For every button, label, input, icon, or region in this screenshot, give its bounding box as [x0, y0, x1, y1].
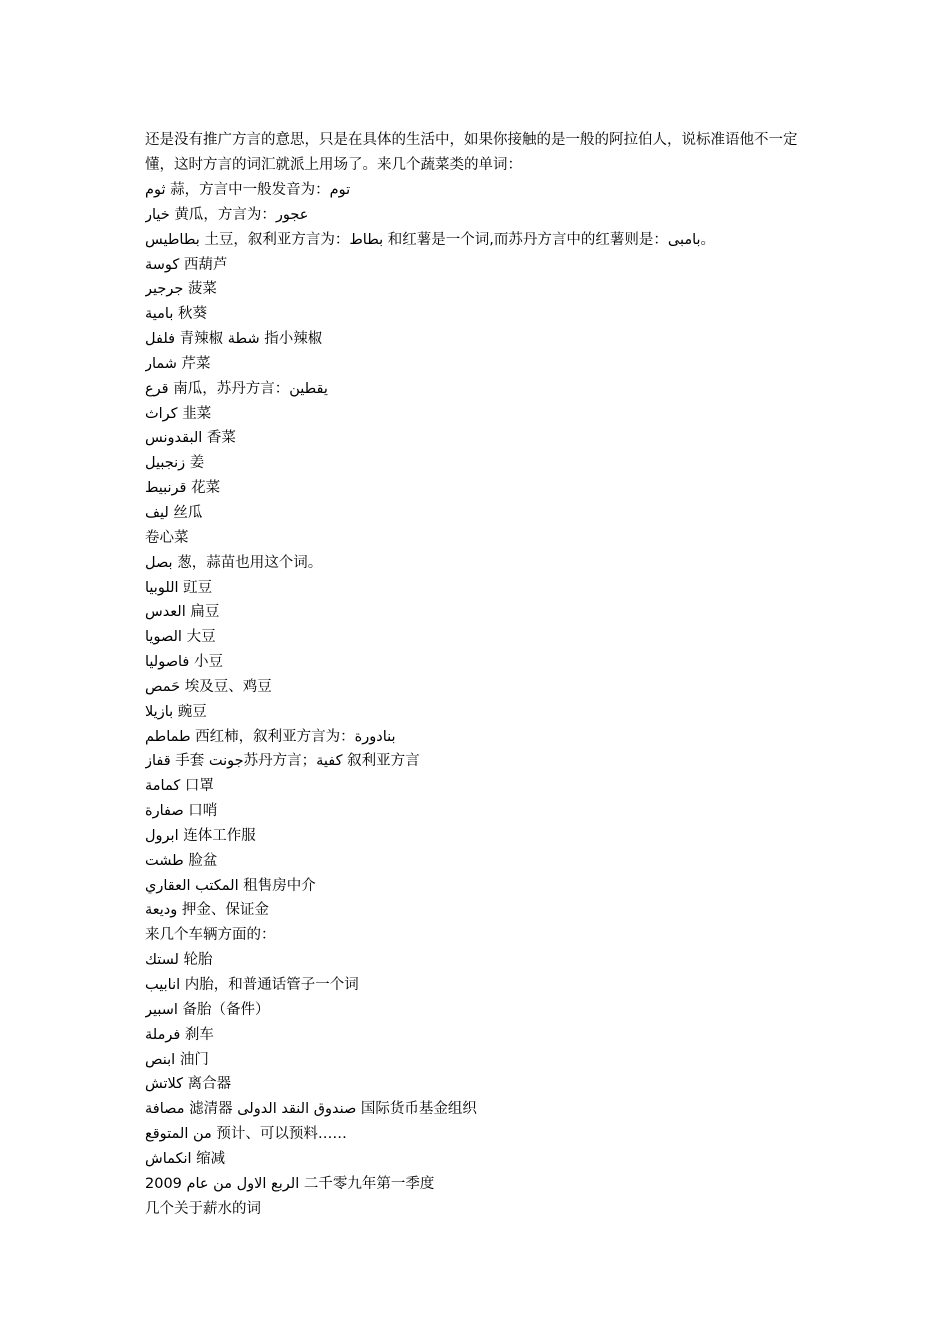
vocabulary-line: كراث 韭菜: [145, 405, 212, 422]
vocabulary-line: طشت 脸盆: [145, 852, 218, 869]
vocabulary-line: ثوم 蒜，方言中一般发音为：توم: [145, 182, 351, 198]
vocabulary-line: صفارة 口哨: [145, 803, 218, 820]
vocabulary-line: حَمص 埃及豆、鸡豆: [145, 678, 272, 695]
vocabulary-line: مصافة 滤清器 صندوق النقد الدولى 国际货币基金组织: [145, 1101, 477, 1118]
vocabulary-line: فلفل 青辣椒 شطة 指小辣椒: [145, 331, 323, 348]
vocabulary-line: ابنص 油门: [145, 1051, 209, 1068]
vocabulary-list: [145, 178, 815, 1221]
vocabulary-line: بطاطيس 土豆，叙利亚方言为：بطاط 和红薯是一个词,而苏丹方言中的红薯则是：بامبى。: [145, 231, 716, 248]
vocabulary-line: الصويا 大豆: [145, 629, 216, 646]
vocabulary-line: لستك 轮胎: [145, 952, 213, 969]
vocabulary-line: كلاتش 离合器: [145, 1076, 232, 1093]
vocabulary-line: طماطم 西红柿，叙利亚方言为：بنادورة: [145, 728, 396, 745]
vocabulary-line: بازيلا 豌豆: [145, 703, 207, 720]
vocabulary-line: 2009 الربع الاول من عام 二千零九年第一季度: [145, 1175, 435, 1192]
vocabulary-line: 几个关于薪水的词: [145, 1200, 261, 1217]
vocabulary-line: كمامة 口罩: [145, 778, 214, 795]
vocabulary-line: البقدونس 香菜: [145, 430, 236, 447]
vocabulary-line: ليف 丝瓜: [145, 504, 203, 521]
vocabulary-line: 来几个车辆方面的：: [145, 927, 276, 944]
vocabulary-line: بامية 秋葵: [145, 306, 207, 323]
vocabulary-line: من المتوقع 预计、可以预料……: [145, 1126, 347, 1143]
vocabulary-line: فاصوليا 小豆: [145, 654, 223, 671]
vocabulary-line: كوسة 西葫芦: [145, 256, 228, 273]
vocabulary-line: قرنبيط 花菜: [145, 480, 221, 497]
vocabulary-line: ابرول 连体工作服: [145, 827, 256, 844]
vocabulary-line: المكتب العقاري 租售房中介: [145, 877, 316, 894]
vocabulary-line: اللوبيا 豇豆: [145, 579, 213, 596]
vocabulary-line: قرع 南瓜，苏丹方言：يقطين: [145, 380, 328, 397]
vocabulary-line: قفاز 手套 جونت苏丹方言；كفية 叙利亚方言: [145, 753, 420, 770]
vocabulary-line: زنجبيل 姜: [145, 455, 205, 472]
intro-paragraph: 还是没有推广方言的意思，只是在具体的生活中，如果你接触的是一般的阿拉伯人，说标准语他不一定懂，这时方言的词汇就派上用场了。来几个蔬菜类的单词：: [145, 132, 798, 173]
vocabulary-line: وديعة 押金、保证金: [145, 902, 269, 919]
vocabulary-line: جرجير 菠菜: [145, 281, 217, 298]
vocabulary-line: اسبير 备胎（备件）: [145, 1001, 270, 1018]
vocabulary-line: شمار 芹菜: [145, 355, 211, 372]
vocabulary-line: العدس 扁豆: [145, 604, 220, 621]
vocabulary-line: 卷心菜: [145, 529, 189, 546]
vocabulary-line: خيار 黄瓜，方言为：عجور: [145, 206, 309, 223]
vocabulary-line: انكماش 缩减: [145, 1150, 226, 1167]
vocabulary-line: فرملة 刹车: [145, 1026, 214, 1043]
document-body: [145, 128, 815, 1221]
vocabulary-line: بصل 葱，蒜苗也用这个词。: [145, 554, 323, 571]
vocabulary-line: انابيب 内胎，和普通话管子一个词: [145, 977, 359, 993]
